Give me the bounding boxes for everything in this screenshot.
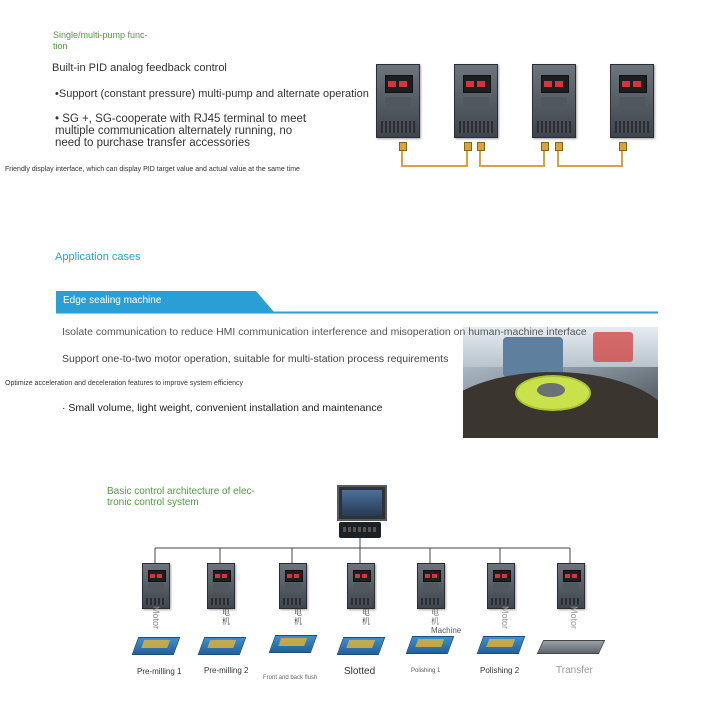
node-label: Pre-milling 2	[204, 666, 249, 675]
node-label: Pre-milling 1	[137, 667, 182, 676]
drive-node-7	[557, 563, 585, 609]
feature-multipump: •Support (constant pressure) multi-pump and alternate operation	[55, 88, 369, 100]
node-tag: 电 机	[294, 608, 302, 626]
drive-node-2	[207, 563, 235, 609]
rj45-plug	[541, 142, 549, 151]
workpiece-table	[477, 636, 526, 654]
case-line-acceleration: Optimize acceleration and deceleration features to improve system efficiency	[5, 380, 243, 387]
bullet-icon: •	[55, 113, 63, 125]
workpiece-table	[406, 636, 455, 654]
hmi-monitor	[337, 485, 387, 521]
node-tag: 电 机	[362, 608, 370, 626]
node-tag: 电 机	[222, 608, 230, 626]
node-label: Transfer	[556, 665, 593, 676]
feature-pid: Built-in PID analog feedback control	[52, 62, 227, 74]
plc-unit	[339, 522, 381, 538]
case-line-size: · Small volume, light weight, convenient installation and maintenance	[62, 402, 383, 414]
drive-node-3	[279, 563, 307, 609]
rj45-plug	[619, 142, 627, 151]
drive-node-5	[417, 563, 445, 609]
drive-node-4	[347, 563, 375, 609]
rj45-plug	[477, 142, 485, 151]
drive-node-1	[142, 563, 170, 609]
section3-title: Basic control architecture of elec- tronic control system	[107, 486, 255, 508]
workpiece-table	[198, 637, 247, 655]
case-line-motor: Support one-to-two motor operation, suitable for multi-station process requirements	[62, 353, 449, 365]
rj45-cable	[372, 60, 672, 175]
workpiece-table	[269, 635, 318, 653]
node-tag: Motor	[500, 606, 510, 630]
workpiece-table	[337, 637, 386, 655]
feature-rj45: • SG +, SG-cooperate with RJ45 terminal to meet multiple communication alternately running, no need to purchase transfer accessories	[55, 113, 307, 149]
case-banner	[56, 291, 658, 315]
rj45-plug	[555, 142, 563, 151]
rj45-plug	[464, 142, 472, 151]
node-label: Front and back flush	[263, 675, 318, 681]
rj45-plug	[399, 142, 407, 151]
node-tag: Motor	[569, 606, 579, 630]
node-label: Polishing 1	[411, 668, 441, 674]
section2-title: Application cases	[55, 251, 141, 263]
node-tag: Motor	[151, 606, 161, 630]
node-tag: 电 机 Machine	[431, 608, 462, 635]
edge-sealing-machine-photo	[463, 327, 658, 438]
display-note: Friendly display interface, which can display PID target value and actual value at the same time	[5, 166, 300, 173]
node-label: Polishing 2	[480, 666, 520, 675]
multi-pump-illustration	[372, 60, 672, 175]
bullet-icon: •	[55, 88, 59, 100]
workpiece-table	[132, 637, 181, 655]
drive-node-6	[487, 563, 515, 609]
case-line-isolation: Isolate communication to reduce HMI communication interference and misoperation on human-machine interface	[62, 326, 587, 338]
section1-title: Single/multi-pump func- tion	[53, 30, 148, 51]
conveyor-belt	[537, 640, 606, 654]
banner-label: Edge sealing machine	[63, 295, 162, 306]
node-label: Slotted	[344, 666, 376, 677]
